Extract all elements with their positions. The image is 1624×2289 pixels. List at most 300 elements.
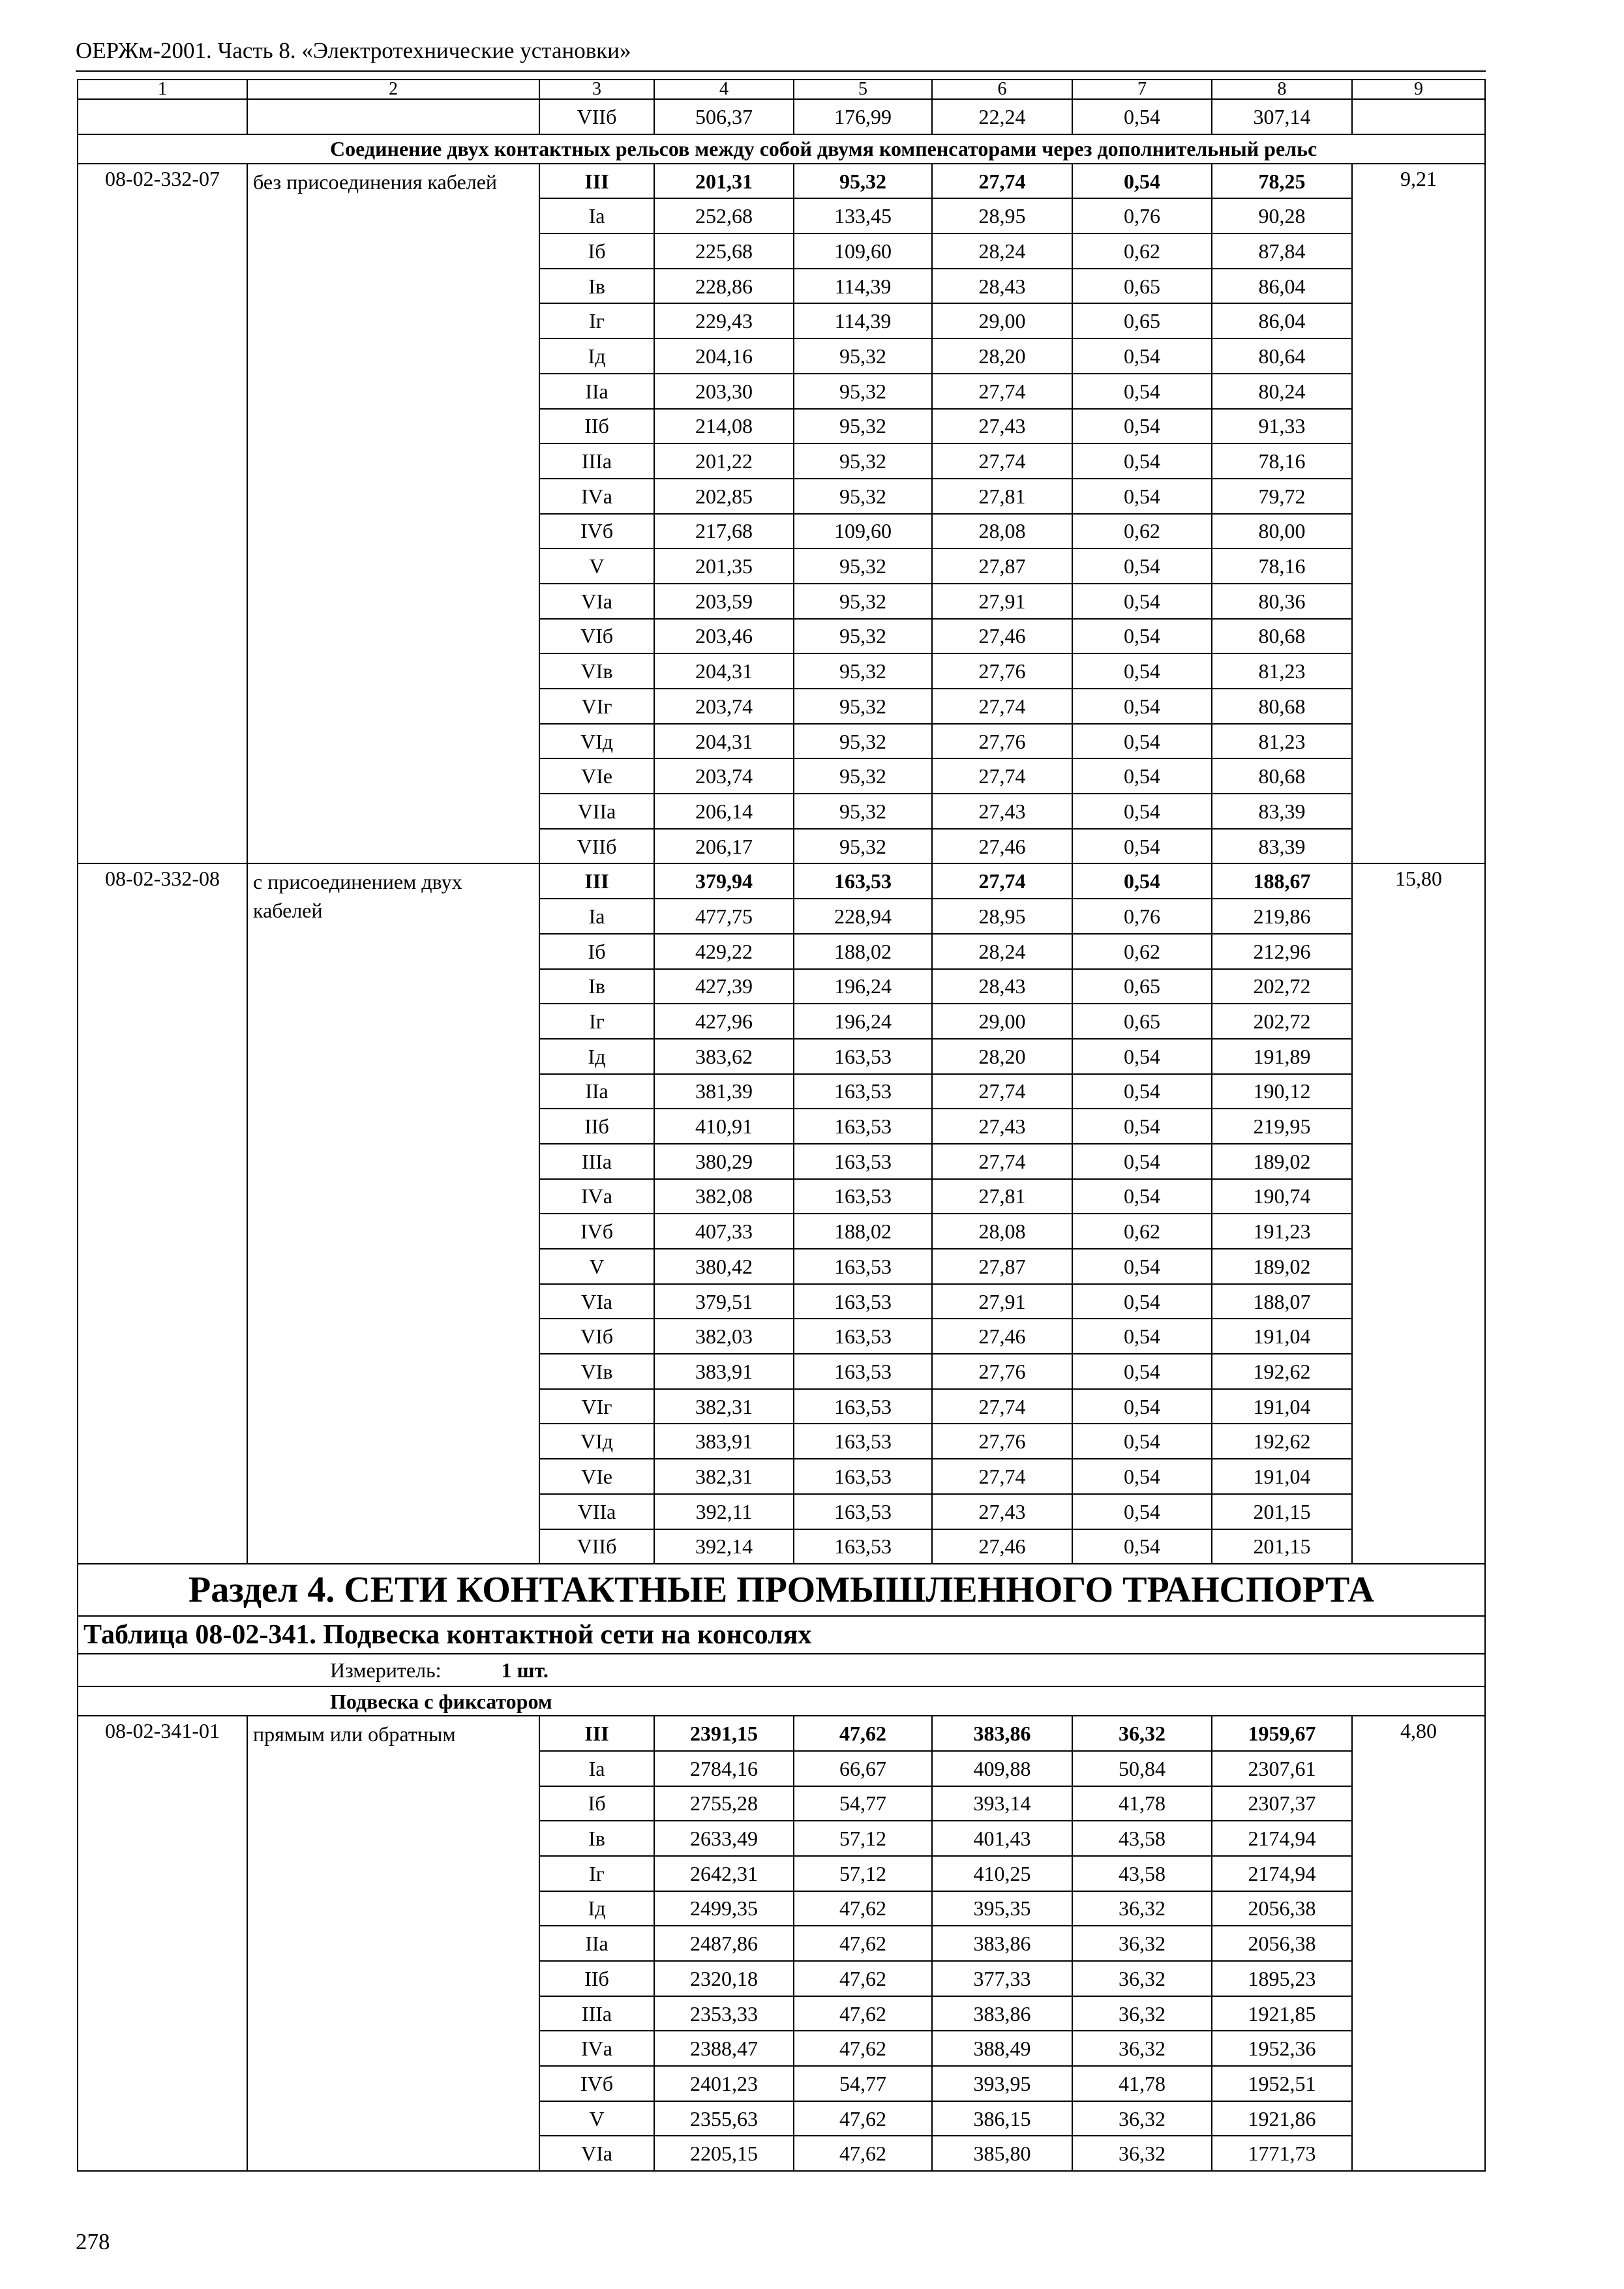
value-cell: 2642,31 [654,1856,794,1891]
zone-cell: Iв [539,969,654,1004]
value-cell: 163,53 [794,1424,932,1459]
value-cell: 0,54 [1072,338,1212,374]
zone-cell: IVб [539,1214,654,1249]
value-cell: 78,25 [1212,164,1352,199]
col9-value: 4,80 [1352,1716,1485,2171]
value-cell: 383,86 [932,1926,1072,1961]
zone-cell: VIд [539,724,654,759]
value-cell: 383,86 [932,1996,1072,2031]
value-cell: 29,00 [932,1004,1072,1039]
value-cell: 401,43 [932,1821,1072,1856]
value-cell: 95,32 [794,653,932,689]
value-cell: 0,54 [1072,479,1212,514]
value-cell: 57,12 [794,1821,932,1856]
value-cell: 381,39 [654,1074,794,1109]
zone-cell: Iг [539,1004,654,1039]
value-cell: 0,54 [1072,1039,1212,1074]
value-cell: 2307,61 [1212,1751,1352,1786]
value-cell: 203,74 [654,689,794,724]
value-cell: 95,32 [794,689,932,724]
zone-cell: IIб [539,1961,654,1996]
value-cell: 0,76 [1072,899,1212,934]
value-cell: 36,32 [1072,2031,1212,2066]
value-cell: 212,96 [1212,934,1352,969]
value-cell: 81,23 [1212,653,1352,689]
value-cell: 95,32 [794,794,932,829]
value-cell: 27,43 [932,794,1072,829]
value-cell: 201,22 [654,443,794,479]
value-cell: 66,67 [794,1751,932,1786]
value-cell: 1921,86 [1212,2101,1352,2136]
value-cell: 2499,35 [654,1891,794,1926]
value-cell: 393,95 [932,2066,1072,2101]
value-cell: 2633,49 [654,1821,794,1856]
value-cell: 392,11 [654,1494,794,1529]
value-cell: 95,32 [794,829,932,864]
value-cell: 95,32 [794,374,932,409]
value-cell: 1952,51 [1212,2066,1352,2101]
value-cell: 78,16 [1212,443,1352,479]
value-cell: 2391,15 [654,1716,794,1751]
value-cell: 78,16 [1212,548,1352,584]
value-cell: 219,86 [1212,899,1352,934]
zone-cell: VIIа [539,794,654,829]
value-cell: 190,74 [1212,1179,1352,1214]
value-cell: 190,12 [1212,1074,1352,1109]
value-cell: 201,31 [654,164,794,199]
value-cell: 27,74 [932,1144,1072,1179]
value-cell: 477,75 [654,899,794,934]
value-cell: 57,12 [794,1856,932,1891]
value-cell: 95,32 [794,619,932,654]
value-cell: 163,53 [794,1144,932,1179]
value-cell: 204,31 [654,653,794,689]
column-number: 3 [539,80,654,99]
value-cell: 192,62 [1212,1354,1352,1389]
value-cell: 80,00 [1212,514,1352,549]
zone-cell: IIIа [539,1996,654,2031]
value-cell: 28,20 [932,1039,1072,1074]
subtitle-row-text: Подвеска с фиксатором [78,1686,1485,1716]
value-cell: 27,91 [932,584,1072,619]
zone-cell: III [539,164,654,199]
value-cell: 27,74 [932,863,1072,899]
value-cell: 395,35 [932,1891,1072,1926]
value-cell: 163,53 [794,1249,932,1284]
value-cell: 228,86 [654,269,794,304]
value-cell: 163,53 [794,863,932,899]
zone-cell: Iд [539,338,654,374]
zone-cell: IIа [539,374,654,409]
column-number-row [78,80,1485,99]
value-cell: 2174,94 [1212,1856,1352,1891]
value-cell: 47,62 [794,1996,932,2031]
value-cell: 0,54 [1072,1529,1212,1564]
value-cell: 252,68 [654,198,794,233]
value-cell: 28,95 [932,899,1072,934]
value-cell: 307,14 [1212,99,1352,134]
value-cell: 27,46 [932,1529,1072,1564]
subtitle-row-text: Соединение двух контактных рельсов между собой двумя компенсаторами через дополнительный рельс [78,134,1485,164]
value-cell: 27,43 [932,1494,1072,1529]
value-cell: 225,68 [654,233,794,269]
value-cell: 28,95 [932,198,1072,233]
zone-cell: V [539,1249,654,1284]
value-cell: 80,64 [1212,338,1352,374]
value-cell: 176,99 [794,99,932,134]
value-cell: 0,54 [1072,443,1212,479]
value-cell: 0,54 [1072,1249,1212,1284]
value-cell: 427,39 [654,969,794,1004]
value-cell: 204,16 [654,338,794,374]
rate-code: 08-02-341-01 [78,1716,247,2171]
zone-cell: VIд [539,1424,654,1459]
value-cell: 41,78 [1072,2066,1212,2101]
value-cell: 27,76 [932,653,1072,689]
value-cell: 47,62 [794,1716,932,1751]
value-cell: 0,54 [1072,1424,1212,1459]
zone-cell: Iв [539,269,654,304]
value-cell: 27,87 [932,1249,1072,1284]
value-cell: 382,03 [654,1319,794,1354]
zone-cell: VIIб [539,1529,654,1564]
rates-table [77,79,1486,2172]
value-cell: 27,76 [932,1424,1072,1459]
value-cell: 27,74 [932,1389,1072,1424]
value-cell: 383,62 [654,1039,794,1074]
value-cell: 0,65 [1072,969,1212,1004]
zone-cell: Iа [539,899,654,934]
value-cell: 22,24 [932,99,1072,134]
zone-cell: IVб [539,2066,654,2101]
value-cell: 27,76 [932,724,1072,759]
value-cell: 0,62 [1072,1214,1212,1249]
value-cell: 191,23 [1212,1214,1352,1249]
column-number: 4 [654,80,794,99]
value-cell: 91,33 [1212,409,1352,444]
value-cell: 382,08 [654,1179,794,1214]
value-cell: 27,43 [932,1109,1072,1144]
value-cell: 385,80 [932,2136,1072,2171]
value-cell: 0,54 [1072,164,1212,199]
value-cell: 2307,37 [1212,1786,1352,1821]
value-cell: 409,88 [932,1751,1072,1786]
value-cell: 0,65 [1072,1004,1212,1039]
value-cell: 36,32 [1072,2101,1212,2136]
value-cell: 228,94 [794,899,932,934]
value-cell: 203,74 [654,758,794,794]
value-cell: 95,32 [794,409,932,444]
value-cell: 47,62 [794,2101,932,2136]
zone-cell: VIб [539,619,654,654]
value-cell: 229,43 [654,303,794,338]
value-cell: 41,78 [1072,1786,1212,1821]
zone-cell: Iг [539,303,654,338]
value-cell: 95,32 [794,548,932,584]
value-cell: 80,68 [1212,619,1352,654]
value-cell: 28,08 [932,514,1072,549]
zone-cell: VIIб [539,829,654,864]
value-cell: 0,54 [1072,1459,1212,1494]
value-cell: 382,31 [654,1389,794,1424]
value-cell: 36,32 [1072,1716,1212,1751]
value-cell: 219,95 [1212,1109,1352,1144]
value-cell: 90,28 [1212,198,1352,233]
value-cell: 1952,36 [1212,2031,1352,2066]
value-cell: 163,53 [794,1109,932,1144]
value-cell: 0,54 [1072,724,1212,759]
value-cell: 203,59 [654,584,794,619]
value-cell: 163,53 [794,1319,932,1354]
zone-cell: VIе [539,758,654,794]
value-cell: 0,54 [1072,619,1212,654]
measure-row [78,1654,1485,1686]
value-cell: 54,77 [794,2066,932,2101]
measure-value: 1 шт. [501,1658,549,1683]
zone-cell: Iд [539,1039,654,1074]
value-cell: 382,31 [654,1459,794,1494]
value-cell: 43,58 [1072,1821,1212,1856]
value-cell: 81,23 [1212,724,1352,759]
zone-cell: Iа [539,198,654,233]
table-row [78,99,1485,134]
value-cell: 27,74 [932,1074,1072,1109]
value-cell: 47,62 [794,1961,932,1996]
zone-cell: III [539,863,654,899]
value-cell: 214,08 [654,409,794,444]
value-cell: 109,60 [794,233,932,269]
value-cell: 0,54 [1072,409,1212,444]
column-number: 6 [932,80,1072,99]
value-cell: 95,32 [794,584,932,619]
zone-cell: IVа [539,1179,654,1214]
table-title-row [78,1616,1485,1654]
zone-cell: IVб [539,514,654,549]
col9-cell [1352,99,1485,134]
value-cell: 410,25 [932,1856,1072,1891]
value-cell: 0,54 [1072,863,1212,899]
value-cell: 114,39 [794,269,932,304]
value-cell: 0,54 [1072,1109,1212,1144]
column-number: 8 [1212,80,1352,99]
value-cell: 47,62 [794,2136,932,2171]
value-cell: 2784,16 [654,1751,794,1786]
value-cell: 383,91 [654,1354,794,1389]
column-number: 7 [1072,80,1212,99]
value-cell: 201,15 [1212,1529,1352,1564]
zone-cell: IVа [539,2031,654,2066]
value-cell: 36,32 [1072,1996,1212,2031]
col9-value: 9,21 [1352,164,1485,864]
value-cell: 114,39 [794,303,932,338]
value-cell: 379,94 [654,863,794,899]
value-cell: 2205,15 [654,2136,794,2171]
value-cell: 27,74 [932,689,1072,724]
subtitle-row [78,1686,1485,1716]
value-cell: 0,54 [1072,99,1212,134]
value-cell: 196,24 [794,969,932,1004]
value-cell: 95,32 [794,338,932,374]
value-cell: 27,81 [932,479,1072,514]
value-cell: 0,54 [1072,548,1212,584]
value-cell: 2353,33 [654,1996,794,2031]
value-cell: 87,84 [1212,233,1352,269]
value-cell: 163,53 [794,1494,932,1529]
value-cell: 27,74 [932,374,1072,409]
value-cell: 0,54 [1072,794,1212,829]
table-row [78,164,1485,199]
value-cell: VIIб [539,99,654,134]
zone-cell: IIа [539,1926,654,1961]
zone-cell: VIв [539,653,654,689]
value-cell: 188,02 [794,1214,932,1249]
value-cell: 27,74 [932,758,1072,794]
value-cell: 163,53 [794,1039,932,1074]
value-cell: 83,39 [1212,794,1352,829]
value-cell: 36,32 [1072,1891,1212,1926]
rate-code: 08-02-332-08 [78,863,247,1564]
page-number: 278 [76,2229,110,2254]
value-cell: 0,54 [1072,1144,1212,1179]
value-cell: 429,22 [654,934,794,969]
value-cell: 0,54 [1072,584,1212,619]
zone-cell: VIа [539,584,654,619]
value-cell: 0,54 [1072,374,1212,409]
value-cell: 36,32 [1072,1961,1212,1996]
zone-cell: V [539,2101,654,2136]
zone-cell: V [539,548,654,584]
value-cell: 0,62 [1072,934,1212,969]
value-cell: 0,54 [1072,1354,1212,1389]
zone-cell: Iб [539,1786,654,1821]
value-cell: 0,62 [1072,514,1212,549]
value-cell: 2388,47 [654,2031,794,2066]
value-cell: 27,76 [932,1354,1072,1389]
value-cell: 0,54 [1072,1179,1212,1214]
value-cell: 188,02 [794,934,932,969]
value-cell: 29,00 [932,303,1072,338]
value-cell: 191,04 [1212,1389,1352,1424]
zone-cell: VIа [539,1284,654,1319]
value-cell: 383,91 [654,1424,794,1459]
value-cell: 163,53 [794,1284,932,1319]
value-cell: 2174,94 [1212,1821,1352,1856]
value-cell: 163,53 [794,1529,932,1564]
value-cell: 379,51 [654,1284,794,1319]
zone-cell: VIб [539,1319,654,1354]
value-cell: 28,20 [932,338,1072,374]
code-cell [78,99,247,134]
value-cell: 80,24 [1212,374,1352,409]
value-cell: 191,04 [1212,1319,1352,1354]
value-cell: 28,43 [932,269,1072,304]
value-cell: 0,54 [1072,689,1212,724]
value-cell: 27,43 [932,409,1072,444]
value-cell: 188,07 [1212,1284,1352,1319]
value-cell: 407,33 [654,1214,794,1249]
zone-cell: Iд [539,1891,654,1926]
zone-cell: IIIа [539,443,654,479]
value-cell: 28,24 [932,934,1072,969]
value-cell: 202,72 [1212,1004,1352,1039]
value-cell: 1895,23 [1212,1961,1352,1996]
value-cell: 217,68 [654,514,794,549]
value-cell: 163,53 [794,1074,932,1109]
value-cell: 204,31 [654,724,794,759]
value-cell: 0,54 [1072,653,1212,689]
value-cell: 80,68 [1212,689,1352,724]
value-cell: 28,43 [932,969,1072,1004]
table-row [78,863,1485,899]
value-cell: 188,67 [1212,863,1352,899]
value-cell: 0,54 [1072,1494,1212,1529]
value-cell: 1921,85 [1212,1996,1352,2031]
value-cell: 0,62 [1072,233,1212,269]
value-cell: 27,74 [932,1459,1072,1494]
zone-cell: VIе [539,1459,654,1494]
column-number: 2 [247,80,539,99]
value-cell: 380,42 [654,1249,794,1284]
value-cell: 2355,63 [654,2101,794,2136]
value-cell: 0,54 [1072,1319,1212,1354]
value-cell: 95,32 [794,443,932,479]
zone-cell: IIб [539,1109,654,1144]
value-cell: 80,36 [1212,584,1352,619]
value-cell: 202,72 [1212,969,1352,1004]
value-cell: 54,77 [794,1786,932,1821]
value-cell: 386,15 [932,2101,1072,2136]
value-cell: 202,85 [654,479,794,514]
value-cell: 47,62 [794,1926,932,1961]
value-cell: 0,65 [1072,269,1212,304]
rate-name: прямым или обратным [247,1716,539,2171]
value-cell: 95,32 [794,758,932,794]
value-cell: 0,76 [1072,198,1212,233]
value-cell: 196,24 [794,1004,932,1039]
value-cell: 83,39 [1212,829,1352,864]
value-cell: 109,60 [794,514,932,549]
zone-cell: VIг [539,689,654,724]
value-cell: 163,53 [794,1389,932,1424]
zone-cell: IVа [539,479,654,514]
rate-name: с присоединением двух кабелей [247,863,539,1564]
value-cell: 27,46 [932,619,1072,654]
value-cell: 506,37 [654,99,794,134]
section-title-row-text: Раздел 4. СЕТИ КОНТАКТНЫЕ ПРОМЫШЛЕННОГО ТРАНСПОРТА [78,1564,1485,1616]
measure-label: Измеритель: [330,1658,442,1683]
value-cell: 43,58 [1072,1856,1212,1891]
value-cell: 27,46 [932,1319,1072,1354]
zone-cell: Iб [539,934,654,969]
value-cell: 201,15 [1212,1494,1352,1529]
table-row [78,1716,1485,1751]
value-cell: 27,74 [932,164,1072,199]
header-rule [76,70,1486,72]
value-cell: 393,14 [932,1786,1072,1821]
value-cell: 377,33 [932,1961,1072,1996]
value-cell: 2401,23 [654,2066,794,2101]
value-cell: 0,54 [1072,1389,1212,1424]
zone-cell: Iв [539,1821,654,1856]
value-cell: 392,14 [654,1529,794,1564]
value-cell: 95,32 [794,724,932,759]
section-title-row [78,1564,1485,1616]
value-cell: 189,02 [1212,1249,1352,1284]
value-cell: 427,96 [654,1004,794,1039]
value-cell: 191,04 [1212,1459,1352,1494]
value-cell: 2755,28 [654,1786,794,1821]
value-cell: 80,68 [1212,758,1352,794]
